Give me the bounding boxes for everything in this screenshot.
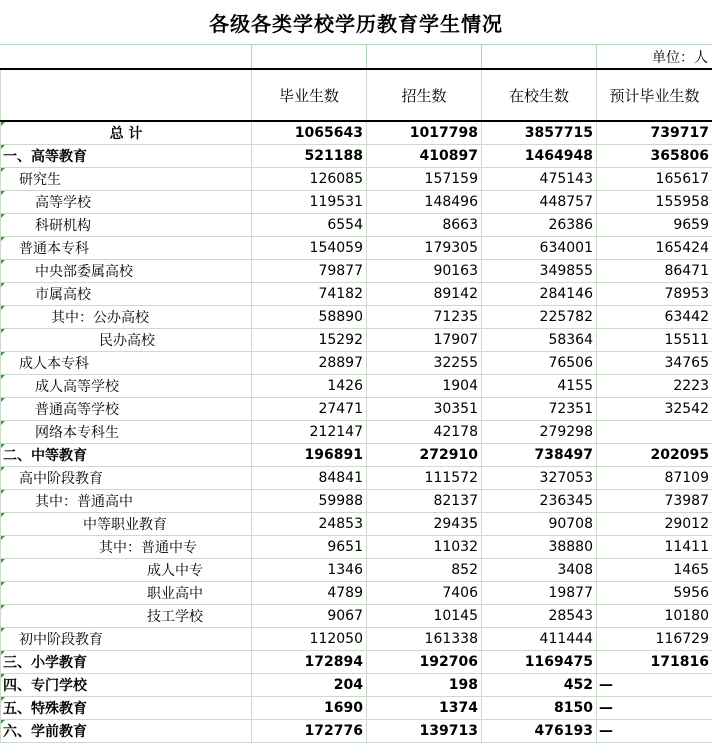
table-row [1, 237, 712, 260]
value-cell[interactable]: 634001 [482, 237, 597, 260]
value-cell[interactable]: 26386 [482, 214, 597, 237]
table-body [1, 121, 712, 743]
value-cell[interactable]: 30351 [367, 398, 482, 421]
value-cell[interactable]: 1426 [252, 375, 367, 398]
cell-comment-marker-icon [1, 214, 5, 218]
table-row [1, 421, 712, 444]
row-label-cell[interactable] [1, 536, 252, 559]
unit-row [0, 44, 712, 68]
value-cell[interactable]: 38880 [482, 536, 597, 559]
header-cell[interactable]: 招生数 [367, 69, 482, 121]
row-label-cell[interactable] [1, 582, 252, 605]
value-cell[interactable]: 119531 [252, 191, 367, 214]
table-row [1, 651, 712, 674]
value-cell[interactable]: 59988 [252, 490, 367, 513]
row-label: 六、学前教育 [3, 724, 87, 740]
cell-comment-marker-icon [1, 421, 5, 425]
value-cell[interactable]: 8150 [482, 697, 597, 720]
value-cell[interactable]: 1346 [252, 559, 367, 582]
table-row [1, 513, 712, 536]
table-row [1, 490, 712, 513]
value-cell[interactable]: 139713 [367, 720, 482, 743]
table-row [1, 444, 712, 467]
row-label: 技工学校 [3, 609, 203, 625]
table-row [1, 398, 712, 421]
value-cell[interactable]: 179305 [367, 237, 482, 260]
value-cell[interactable]: 10180 [597, 605, 712, 628]
cell-comment-marker-icon [1, 283, 5, 287]
value-cell[interactable]: 157159 [367, 168, 482, 191]
value-cell[interactable]: 475143 [482, 168, 597, 191]
row-label: 科研机构 [3, 218, 91, 234]
row-label-cell[interactable] [1, 260, 252, 283]
row-label: 网络本专科生 [3, 425, 119, 441]
data-table [0, 68, 712, 743]
value-cell[interactable]: 71235 [367, 306, 482, 329]
row-label: 研究生 [3, 172, 61, 188]
row-label-cell[interactable] [1, 375, 252, 398]
value-cell[interactable]: 165424 [597, 237, 712, 260]
cell-comment-marker-icon [1, 398, 5, 402]
value-cell[interactable]: 165617 [597, 168, 712, 191]
value-cell[interactable]: 11032 [367, 536, 482, 559]
cell-comment-marker-icon [1, 720, 5, 724]
value-cell[interactable]: 58364 [482, 329, 597, 352]
value-cell[interactable]: 9067 [252, 605, 367, 628]
value-cell[interactable]: 8663 [367, 214, 482, 237]
row-label-cell[interactable] [1, 306, 252, 329]
value-cell[interactable]: 272910 [367, 444, 482, 467]
header-row [1, 69, 712, 121]
value-cell[interactable]: 9659 [597, 214, 712, 237]
value-cell[interactable]: 15292 [252, 329, 367, 352]
value-cell[interactable]: 1169475 [482, 651, 597, 674]
value-cell[interactable]: 196891 [252, 444, 367, 467]
table-row [1, 145, 712, 168]
value-cell[interactable]: 89142 [367, 283, 482, 306]
row-label: 中等职业教育 [3, 517, 167, 533]
row-label: 一、高等教育 [3, 149, 87, 165]
table-row [1, 720, 712, 743]
value-cell[interactable]: 148496 [367, 191, 482, 214]
value-cell[interactable]: 452 [482, 674, 597, 697]
value-cell[interactable]: 111572 [367, 467, 482, 490]
row-label-cell[interactable] [1, 168, 252, 191]
table-row [1, 329, 712, 352]
value-cell[interactable]: 5956 [597, 582, 712, 605]
cell-comment-marker-icon [1, 628, 5, 632]
value-cell[interactable]: 521188 [252, 145, 367, 168]
cell-comment-marker-icon [1, 306, 5, 310]
sheet-title: 各级各类学校学历教育学生情况 [0, 0, 712, 44]
value-cell[interactable]: 74182 [252, 283, 367, 306]
value-cell[interactable]: 112050 [252, 628, 367, 651]
value-cell[interactable]: 3857715 [482, 121, 597, 145]
value-cell[interactable]: 3408 [482, 559, 597, 582]
value-cell[interactable]: 17907 [367, 329, 482, 352]
cell-comment-marker-icon [1, 674, 5, 678]
value-cell[interactable]: 28897 [252, 352, 367, 375]
value-cell[interactable]: 204 [252, 674, 367, 697]
value-cell[interactable]: 11411 [597, 536, 712, 559]
value-cell[interactable]: 78953 [597, 283, 712, 306]
value-cell[interactable]: 24853 [252, 513, 367, 536]
row-label: 成人高等学校 [3, 379, 119, 395]
value-cell[interactable]: 1374 [367, 697, 482, 720]
row-label-cell[interactable] [1, 352, 252, 375]
value-cell[interactable]: 116729 [597, 628, 712, 651]
table-row [1, 628, 712, 651]
value-cell[interactable]: 411444 [482, 628, 597, 651]
value-cell[interactable]: 4789 [252, 582, 367, 605]
table-row [1, 121, 712, 145]
row-label: 高等学校 [3, 195, 91, 211]
value-cell[interactable]: 284146 [482, 283, 597, 306]
row-label-cell[interactable] [1, 559, 252, 582]
cell-comment-marker-icon [1, 260, 5, 264]
cell-comment-marker-icon [1, 237, 5, 241]
value-cell[interactable]: 58890 [252, 306, 367, 329]
value-cell[interactable]: 126085 [252, 168, 367, 191]
table-row [1, 467, 712, 490]
header-cell[interactable]: 在校生数 [482, 69, 597, 121]
value-cell[interactable]: 172894 [252, 651, 367, 674]
row-label-cell[interactable] [1, 444, 252, 467]
row-label-cell[interactable] [1, 628, 252, 651]
row-label-cell[interactable] [1, 720, 252, 743]
value-cell[interactable]: 279298 [482, 421, 597, 444]
value-cell[interactable]: 72351 [482, 398, 597, 421]
table-row [1, 283, 712, 306]
row-label: 中央部委属高校 [3, 264, 133, 280]
value-cell[interactable]: 86471 [597, 260, 712, 283]
cell-comment-marker-icon [1, 582, 5, 586]
value-cell[interactable]: 10145 [367, 605, 482, 628]
table-row [1, 260, 712, 283]
value-cell[interactable]: — [597, 674, 712, 697]
value-cell[interactable]: 327053 [482, 467, 597, 490]
value-cell[interactable]: 4155 [482, 375, 597, 398]
header-cell[interactable]: 毕业生数 [252, 69, 367, 121]
row-label-cell[interactable] [1, 145, 252, 168]
row-label-cell[interactable] [1, 697, 252, 720]
row-label-cell[interactable] [1, 467, 252, 490]
value-cell[interactable]: 27471 [252, 398, 367, 421]
value-cell[interactable]: 42178 [367, 421, 482, 444]
row-label: 市属高校 [3, 287, 91, 303]
value-cell[interactable]: 90163 [367, 260, 482, 283]
value-cell[interactable]: 1464948 [482, 145, 597, 168]
value-cell[interactable]: 852 [367, 559, 482, 582]
cell-comment-marker-icon [1, 329, 5, 333]
value-cell[interactable]: — [597, 697, 712, 720]
table-row [1, 559, 712, 582]
value-cell[interactable]: 19877 [482, 582, 597, 605]
value-cell[interactable]: 32542 [597, 398, 712, 421]
table-row [1, 168, 712, 191]
value-cell[interactable]: 172776 [252, 720, 367, 743]
cell-comment-marker-icon [1, 513, 5, 517]
row-label-cell[interactable] [1, 651, 252, 674]
cell-comment-marker-icon [1, 605, 5, 609]
cell-comment-marker-icon [1, 697, 5, 701]
cell-comment-marker-icon [1, 191, 5, 195]
row-label-cell[interactable] [1, 674, 252, 697]
header-cell[interactable] [1, 69, 252, 121]
table-row [1, 697, 712, 720]
value-cell[interactable]: 161338 [367, 628, 482, 651]
table-row [1, 191, 712, 214]
value-cell[interactable]: 155958 [597, 191, 712, 214]
row-label-cell[interactable] [1, 237, 252, 260]
cell-comment-marker-icon [1, 145, 5, 149]
value-cell[interactable]: 212147 [252, 421, 367, 444]
value-cell[interactable]: 198 [367, 674, 482, 697]
cell-comment-marker-icon [1, 352, 5, 356]
value-cell[interactable]: 476193 [482, 720, 597, 743]
table-row [1, 582, 712, 605]
cell-comment-marker-icon [1, 122, 5, 126]
value-cell[interactable]: 76506 [482, 352, 597, 375]
value-cell[interactable]: 448757 [482, 191, 597, 214]
row-label-cell[interactable] [1, 214, 252, 237]
row-label-cell[interactable] [1, 490, 252, 513]
row-label: 普通高等学校 [3, 402, 119, 418]
value-cell[interactable]: 365806 [597, 145, 712, 168]
row-label-cell[interactable] [1, 329, 252, 352]
value-cell[interactable]: 236345 [482, 490, 597, 513]
unit-label: 单位：人 [652, 47, 708, 67]
row-label: 成人中专 [3, 563, 203, 579]
cell-comment-marker-icon [1, 375, 5, 379]
value-cell[interactable]: 73987 [597, 490, 712, 513]
row-label-cell[interactable] [1, 605, 252, 628]
table-row [1, 674, 712, 697]
value-cell[interactable]: 202095 [597, 444, 712, 467]
cell-comment-marker-icon [1, 467, 5, 471]
header-cell[interactable]: 预计毕业生数 [597, 69, 712, 121]
value-cell[interactable]: — [597, 720, 712, 743]
value-cell[interactable]: 1690 [252, 697, 367, 720]
row-label: 普通本专科 [3, 241, 89, 257]
value-cell[interactable]: 1065643 [252, 121, 367, 145]
value-cell[interactable]: 410897 [367, 145, 482, 168]
value-cell[interactable]: 90708 [482, 513, 597, 536]
value-cell[interactable]: 79877 [252, 260, 367, 283]
row-label: 高中阶段教育 [3, 471, 103, 487]
value-cell[interactable]: 15511 [597, 329, 712, 352]
row-label: 其中：普通中专 [3, 540, 197, 556]
table-row [1, 375, 712, 398]
value-cell[interactable]: 29012 [597, 513, 712, 536]
row-label: 初中阶段教育 [3, 632, 103, 648]
value-cell[interactable]: 29435 [367, 513, 482, 536]
value-cell[interactable]: 7406 [367, 582, 482, 605]
value-cell[interactable]: 171816 [597, 651, 712, 674]
row-label: 总 计 [110, 126, 143, 142]
cell-comment-marker-icon [1, 651, 5, 655]
table-row [1, 214, 712, 237]
cell-comment-marker-icon [1, 444, 5, 448]
row-label: 成人本专科 [3, 356, 89, 372]
value-cell[interactable]: 87109 [597, 467, 712, 490]
table-row [1, 536, 712, 559]
value-cell[interactable] [597, 421, 712, 444]
value-cell[interactable]: 6554 [252, 214, 367, 237]
row-label-cell[interactable] [1, 283, 252, 306]
row-label: 二、中等教育 [3, 448, 87, 464]
row-label-cell[interactable] [1, 398, 252, 421]
value-cell[interactable]: 739717 [597, 121, 712, 145]
row-label: 职业高中 [3, 586, 203, 602]
value-cell[interactable]: 2223 [597, 375, 712, 398]
value-cell[interactable]: 192706 [367, 651, 482, 674]
value-cell[interactable]: 1465 [597, 559, 712, 582]
row-label: 五、特殊教育 [3, 701, 87, 717]
row-label: 三、小学教育 [3, 655, 87, 671]
row-label: 其中：公办高校 [3, 310, 149, 326]
value-cell[interactable]: 34765 [597, 352, 712, 375]
row-label: 其中：普通高中 [3, 494, 133, 510]
value-cell[interactable]: 28543 [482, 605, 597, 628]
row-label: 四、专门学校 [3, 678, 87, 694]
table-row [1, 352, 712, 375]
row-label-cell[interactable] [1, 191, 252, 214]
value-cell[interactable]: 32255 [367, 352, 482, 375]
row-label-cell[interactable] [1, 421, 252, 444]
value-cell[interactable]: 225782 [482, 306, 597, 329]
value-cell[interactable]: 9651 [252, 536, 367, 559]
value-cell[interactable]: 349855 [482, 260, 597, 283]
value-cell[interactable]: 154059 [252, 237, 367, 260]
cell-comment-marker-icon [1, 536, 5, 540]
value-cell[interactable]: 1017798 [367, 121, 482, 145]
table-row [1, 306, 712, 329]
cell-comment-marker-icon [1, 490, 5, 494]
value-cell[interactable]: 84841 [252, 467, 367, 490]
value-cell[interactable]: 738497 [482, 444, 597, 467]
row-label-cell[interactable] [1, 513, 252, 536]
value-cell[interactable]: 1904 [367, 375, 482, 398]
cell-comment-marker-icon [1, 168, 5, 172]
cell-comment-marker-icon [1, 559, 5, 563]
value-cell[interactable]: 82137 [367, 490, 482, 513]
value-cell[interactable]: 63442 [597, 306, 712, 329]
row-label-cell[interactable] [1, 121, 252, 145]
table-row [1, 605, 712, 628]
row-label: 民办高校 [3, 333, 155, 349]
